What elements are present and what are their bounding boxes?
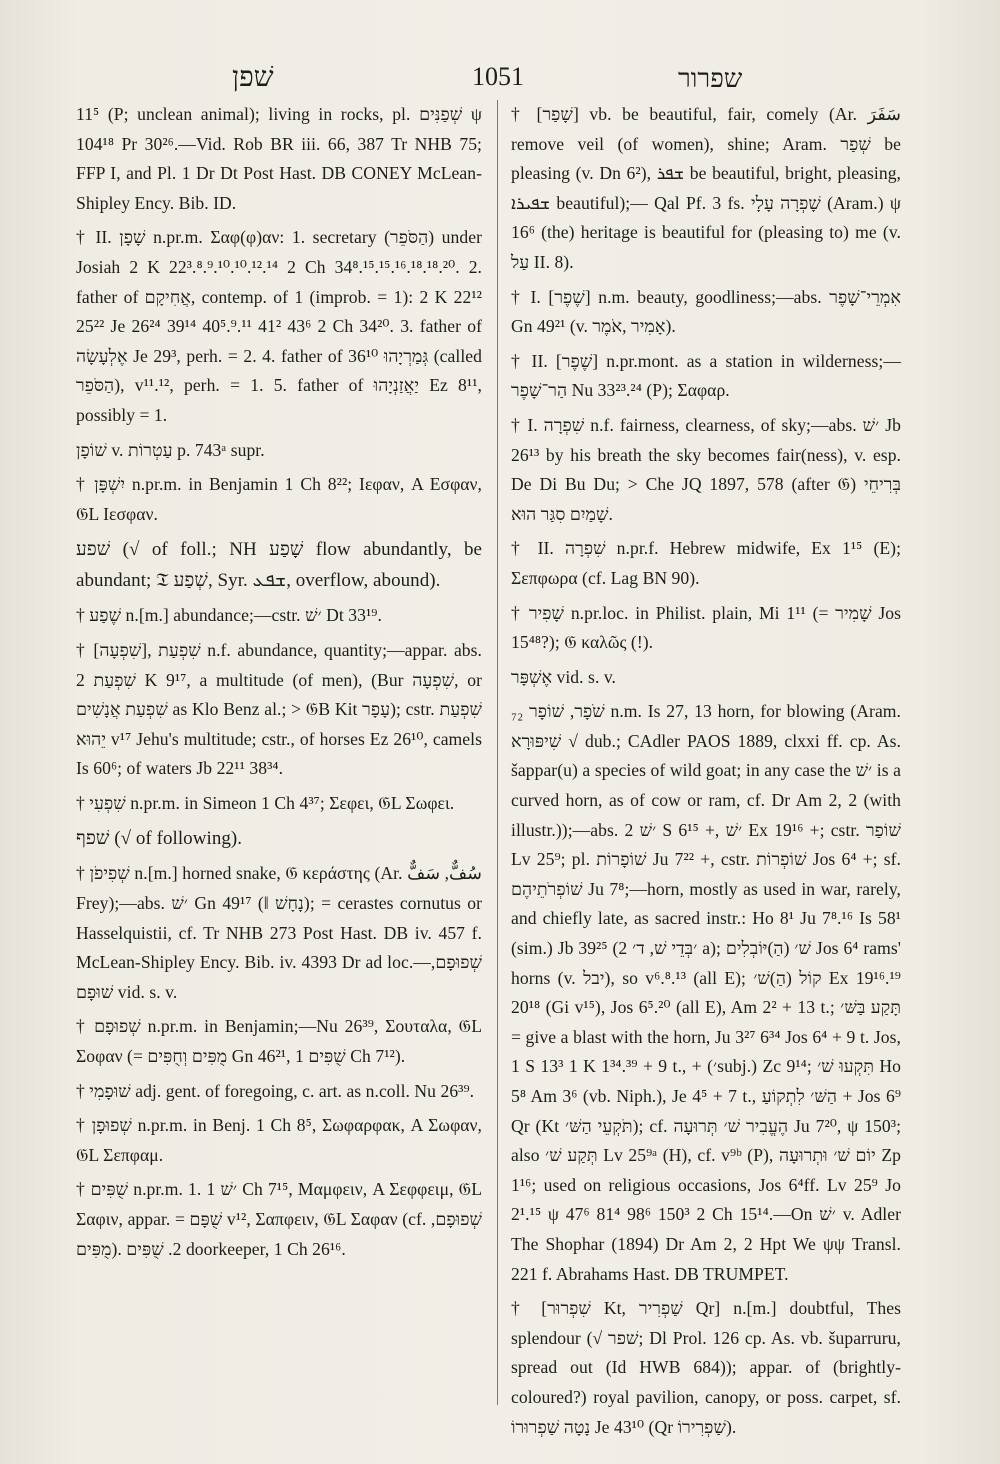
entry-shepher-ii: † II. [שֶׁפֶר] n.pr.mont. as a station in wilderness;—הַר־שָׁפֶר Nu 33²³.²⁴ (P); Σαφαρ. [511, 350, 901, 401]
entry-shiphi: † שִׁפְעִי n.pr.m. in Simeon 1 Ch 4³⁷; Σεφει, 𝔊L Σωφει. [76, 792, 455, 813]
entry-shephuphan: † שְׁפוּפָן n.pr.m. in Benj. 1 Ch 8⁵, Σωφαρφακ, A Σωφαν, 𝔊L Σεπφαμ. [76, 1115, 482, 1165]
entry-shaphar-vb: † [שָׁפַר] vb. be beautiful, fair, comely (Ar. سَفَرَ remove veil (of women), shine; Aram. שְׁפַר be pleasing (v. Dn 6²), ܫܦܪ be beautiful, bright, pleasing, ܫܦܝܪܐ beautiful);— Qal Pf. 3 fs. שָׁפְרָה עָלָי (Aram.) ψ 16⁶ (the) heritage is beautiful for (pleasing to) me (v. עַל II. 8). [511, 104, 901, 272]
entry-eshpar: אֶשְׁפָּר vid. s. v. [511, 666, 617, 687]
entry-shophan: שׁוֹפָן v. עַטְרוֹת p. 743ᵃ supr. [76, 439, 265, 460]
right-column [511, 100, 902, 1437]
header-left-word: שׁפן [232, 62, 274, 93]
entry-continuation: 11⁵ (P; unclean animal); living in rocks, pl. שְׁפַנִּים ψ 104¹⁸ Pr 30²⁶.—Vid. Rob BR iii. 66, 387 Tr NHB 75; FFP I, and Pl. 1 Dr Dt Post Hast. DB CONEY McLean-Shipley Ency. Bib. ID. [76, 104, 482, 213]
root-shpa: שׁפע (√ of foll.; NH שָׁפַע flow abundantly, be abundant; 𝔗 שְׁפַע, Syr. ܫܦܥ, overflow, abound). [76, 539, 482, 592]
running-header [0, 56, 1000, 96]
entry-shaphrur: † [שִׁפְרוּר Kt, שַׁפְרִיר Qr] n.[m.] doubtful, Thes splendour (√ שׁפר; Dl Prol. 126 cp. As. vb. šuparruru, spread out (Id HWB 684)); appar. of (brightly-coloured?) royal pavilion, canopy, or poss. carpet, sf. נָטָה שַׁפְרוּרוֹ Je 43¹⁰ (Qr שַׁפְרִירוֹ). [511, 1298, 901, 1437]
entry-shephiphon: † שְׁפִיפֹן n.[m.] horned snake, 𝔊 κεράστης (Ar. سُفٌّ, سَفٌّ Frey);—abs. ׳שׁ Gn 49¹⁷ (‖ נָחָשׁ); = cerastes cornutus or Hasselquistii, cf. Tr NHB 273 Post Hast. DB iv. 457 f. McLean-Shipley Ency. Bib. iv. 4393 Dr ad loc.—שְׁפוּפָם, שׁוּפָם vid. s. v. [76, 863, 483, 1002]
entry-shiphrah-i: † I. שִׁפְרָה n.f. fairness, clearness, of sky;—abs. ׳שׁ Jb 26¹³ by his breath the sky becomes fair(ness), v. esp. De Di Bu Du; > Che JQ 1897, 578 (after 𝔊) בְּרִיחֵי שָׁמַיִם סִגַּר הוּא. [511, 414, 901, 524]
left-column [76, 100, 482, 1410]
entry-shuphami: † שׁוּפָמִי adj. gent. of foregoing, c. art. as n.coll. Nu 26³⁹. [76, 1080, 475, 1101]
entry-shepher-i: † I. [שֶׁפֶר] n.m. beauty, goodliness;—abs. אִמְרֵי־שָׁפֶר Gn 49²¹ (v. אָמִיר ,אֹמֶר). [511, 286, 901, 337]
page-number: 1051 [472, 62, 524, 91]
entry-yishpan: † יִשְׁפָּן n.pr.m. in Benjamin 1 Ch 8²²; Ιεφαν, A Εσφαν, 𝔊L Ιεσφαν. [76, 474, 483, 524]
entry-shophar: שֹׁפָר, שׁוֹפָר ₇₂ n.m. Is 27, 13 horn, for blowing (Aram. שִׁיפּוּרָא √ dub.; CAdler PAOS 1889, clxxi ff. cp. As. šappar(u) a species of wild goat; in any case the ׳שׁ is a curved horn, as of cow or ram, cf. Dr Am 2, 2 (with illustr.));—abs. ׳שׁ 2 S 6¹⁵ +, ׳שׁ Ex 19¹⁶ +; cstr. שׁוֹפַר Lv 25⁹; pl. שׁוֹפָרוֹת Ju 7²² +, cstr. שׁוֹפְרוֹת Jos 6⁴ +; sf. שׁוֹפְרֹתֵיהֶם Ju 7⁸;—horn, mostly as used in war, rarely, and chiefly late, as sacred instr.: Ho 8¹ Ju 7⁸.¹⁶ Is 58¹ (sim.) Jb 39²⁵ (׳בְּדֵי שׁ, ד׳ 2 a); שׁ׳ (הַ)יּוֹבְלִים Jos 6⁴ rams' horns (v. יבל), so v⁶.⁸.¹³ (all E); קוֹל (הַ)שׁ׳ Ex 19¹⁶.¹⁹ 20¹⁸ (Gi v¹⁵), Jos 6⁵.²⁰ (all E), Am 2² + 13 t.; תָּקַע בַּשּׁ׳ = give a blast with the horn, Ju 3²⁷ 6³⁴ Jos 6⁴ + 9 t. Jos, 1 S 13³ 1 K 1³⁴.³⁹ + 9 t., + (׳subj.) Zc 9¹⁴; תִּקְעוּ שׁ׳ Ho 5⁸ Am 3⁶ (vb. Niph.), Je 4⁵ + 7 t., הַשּׁ׳ לִתְקוֹעַ + Jos 6⁹ Qr (Kt תֹּקְעֵי הַשּׁ׳); cf. הֶעֱבִיר שׁ׳ תְּרוּעָה Ju 7²⁰, ψ 150³; also תְּקַע שׁ׳ Lv 25⁹ᵃ (H), cf. v⁹ᵇ (P), יוֹם שׁ׳ וּתְרוּעָה Zp 1¹⁶; used on religious occasions, Jos 6⁴ff. Lv 25⁹ Jo 2¹.¹⁵ ψ 47⁶ 81⁴ 98⁶ 150³ 2 Ch 15¹⁴.—On ׳שׁ v. Adler The Shophar (1894) Dr Am 2, 2 Hpt We ψψ Transl. 221 f. Abrahams Hast. DB TRUMPET. [511, 701, 902, 1284]
entry-shepha: † שֶׁפַע n.[m.] abundance;—cstr. ׳שׁ Dt 33¹⁹. [76, 605, 382, 626]
entry-shaphir: † שָׁפִיר n.pr.loc. in Philist. plain, Mi 1¹¹ (= שָׁמִיר Jos 15⁴⁸?); 𝔊 καλῶς (!). [511, 602, 901, 653]
column-divider [497, 100, 498, 1405]
entry-shaphan-ii: † II. שָׁפָן n.pr.m. Σαφ(φ)αν: 1. secretary (הַסֹּפֵר) under Josiah 2 K 22³.⁸.⁹.¹⁰.¹⁰.¹².¹⁴ 2 Ch 34⁸.¹⁵.¹⁵.¹⁶.¹⁸.¹⁸.²⁰. 2. father of אֲחִיקָם, contemp. of 1 (improb. = 1): 2 K 22¹² 25²² Je 26²⁴ 39¹⁴ 40⁵.⁹.¹¹ 41² 43⁶ 2 Ch 34²⁰. 3. father of אֶלְעָשָׂה Je 29³, perh. = 2. 4. father of גְּמַרְיָהוּ 36¹⁰ (called הַסֹּפֵר), v¹¹.¹², perh. = 1. 5. father of יַאֲזַנְיָהוּ Ez 8¹¹, possibly = 1. [76, 227, 483, 425]
header-right-word: שפרור [678, 64, 743, 93]
entry-shiphah: † [שִׁפְעָה], שִׁפְעַת n.f. abundance, quantity;—appar. abs. שִׁפְעַת 2 K 9¹⁷, a multitude (of men), (Bur שִׁפְעָה, or שִׁפְעַת אֲנָשִׁים as Klo Benz al.; > 𝔊B Kit עָפָר); cstr. שִׁפְעַת יֵהוּא v¹⁷ Jehu's multitude; cstr., of horses Ez 26¹⁰, camels Is 60⁶; of waters Jb 22¹¹ 38³⁴. [76, 639, 482, 779]
entry-shiphrah-ii: † II. שִׁפְרָה n.pr.f. Hebrew midwife, Ex 1¹⁵ (E); Σεπφωρα (cf. Lag BN 90). [511, 538, 902, 588]
root-shpp: שׁפף (√ of following). [76, 828, 243, 850]
entry-shephupham: † שְׁפוּפָם n.pr.m. in Benjamin;—Nu 26³⁹, Σουταλα, 𝔊L Σοφαν (= מֻפִּים וְחֻפִּים Gn 46²¹, שֻׁפִּים 1 Ch 7¹²). [76, 1016, 482, 1067]
entry-shuppim: † שֻׁפִּים n.pr.m. 1. ׳שׁ 1 Ch 7¹⁵, Μαμφειν, A Σεφφειμ, 𝔊L Σαφιν, appar. = שֻׁפָּם v¹², Σαπφειν, 𝔊L Σαφαν (cf. שְׁפוּפָם, מֻפִּים). 2. שֻׁפִּים doorkeeper, 1 Ch 26¹⁶. [76, 1179, 482, 1259]
